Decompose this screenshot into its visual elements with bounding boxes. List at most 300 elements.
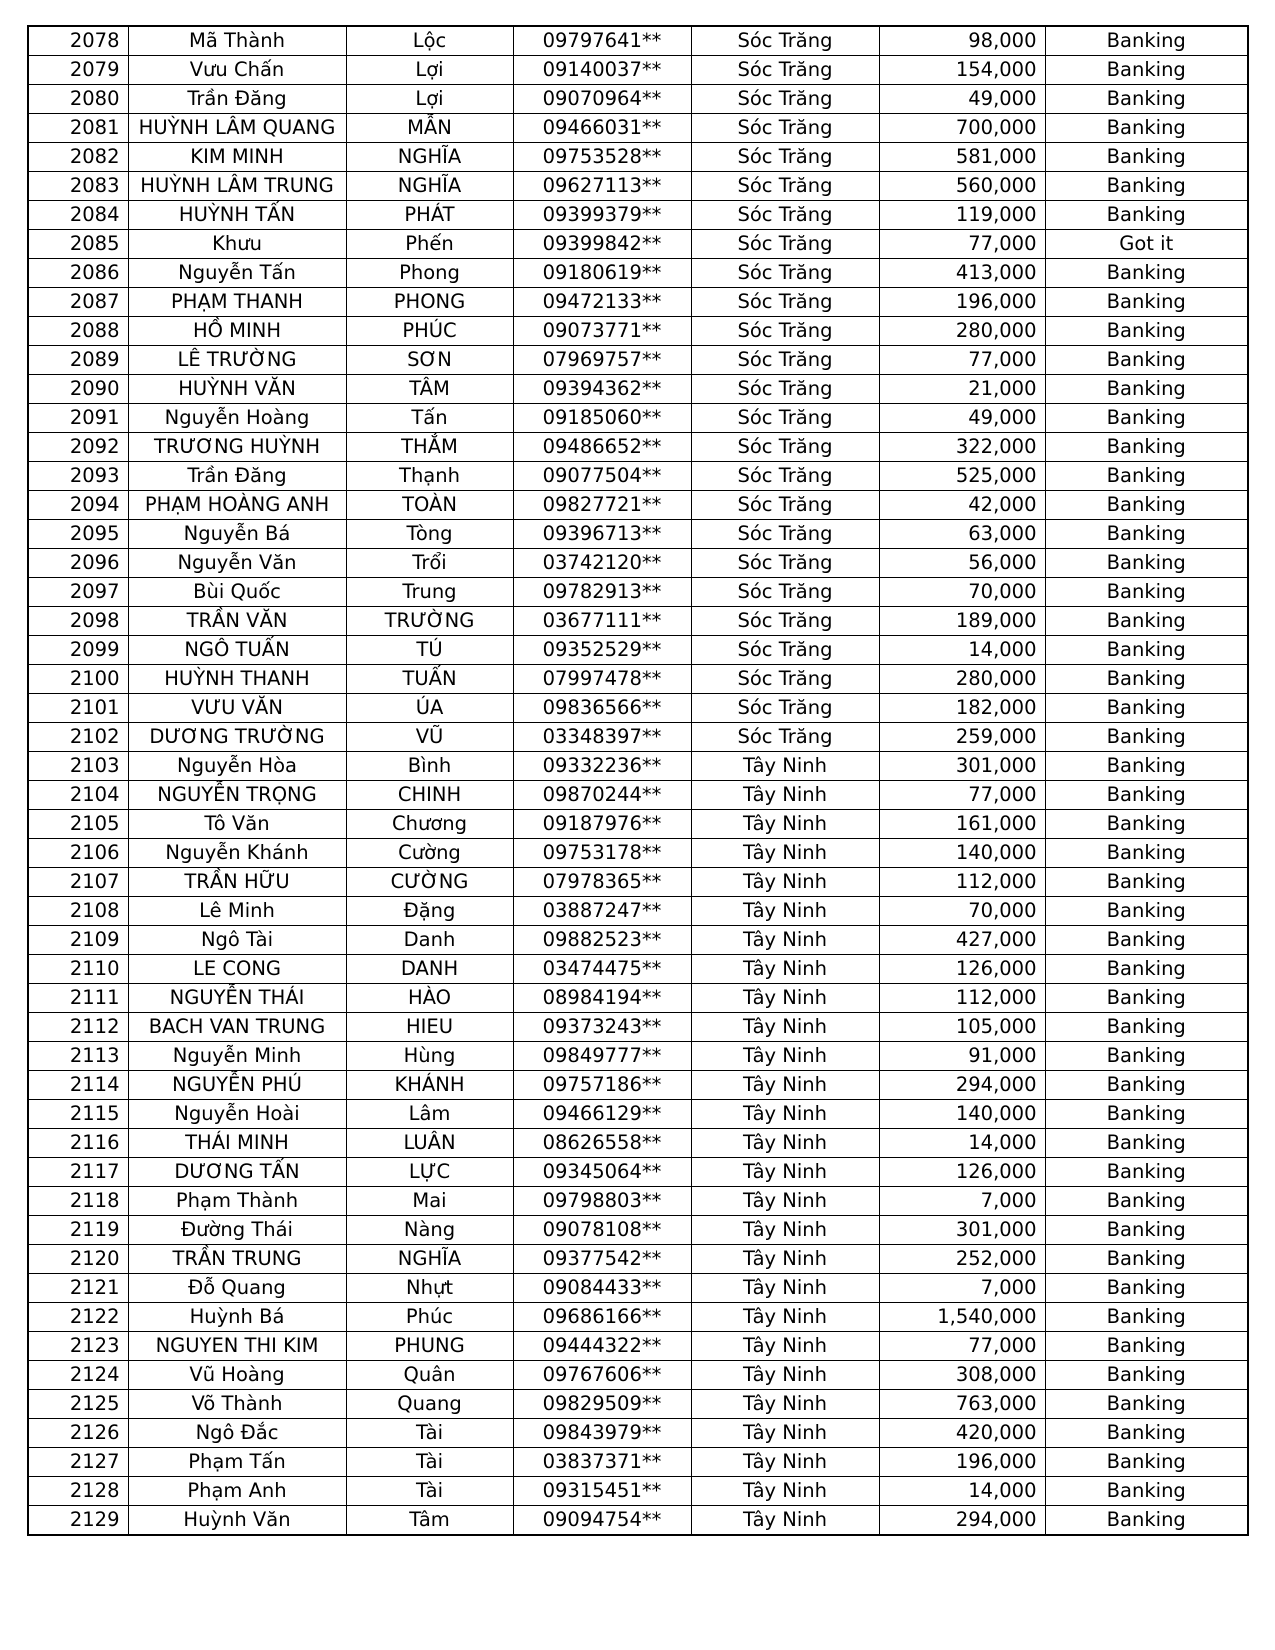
payment-status-cell: Banking (1045, 1129, 1248, 1158)
last-name-cell: Nguyễn Bá (128, 520, 346, 549)
payment-status-cell: Banking (1045, 1216, 1248, 1245)
row-number-cell: 2126 (28, 1419, 128, 1448)
amount-cell: 182,000 (879, 694, 1045, 723)
last-name-cell: Phạm Thành (128, 1187, 346, 1216)
province-cell: Tây Ninh (691, 955, 879, 984)
last-name-cell: Trần Đăng (128, 85, 346, 114)
table-row (28, 433, 1248, 462)
first-name-cell: Trung (346, 578, 513, 607)
table-row (28, 984, 1248, 1013)
phone-number-cell: 09377542** (513, 1245, 691, 1274)
first-name-cell: LỰC (346, 1158, 513, 1187)
row-number-cell: 2080 (28, 85, 128, 114)
first-name-cell: Lâm (346, 1100, 513, 1129)
row-number-cell: 2106 (28, 839, 128, 868)
row-number-cell: 2110 (28, 955, 128, 984)
row-number-cell: 2099 (28, 636, 128, 665)
province-cell: Tây Ninh (691, 897, 879, 926)
amount-cell: 308,000 (879, 1361, 1045, 1390)
province-cell: Sóc Trăng (691, 694, 879, 723)
phone-number-cell: 09352529** (513, 636, 691, 665)
payment-status-cell: Banking (1045, 1448, 1248, 1477)
province-cell: Tây Ninh (691, 868, 879, 897)
province-cell: Tây Ninh (691, 1448, 879, 1477)
last-name-cell: NGUYỄN TRỌNG (128, 781, 346, 810)
table-row (28, 1042, 1248, 1071)
table-row (28, 1013, 1248, 1042)
row-number-cell: 2098 (28, 607, 128, 636)
last-name-cell: Lê Minh (128, 897, 346, 926)
province-cell: Tây Ninh (691, 1216, 879, 1245)
phone-number-cell: 09486652** (513, 433, 691, 462)
phone-number-cell: 03348397** (513, 723, 691, 752)
amount-cell: 91,000 (879, 1042, 1045, 1071)
amount-cell: 14,000 (879, 636, 1045, 665)
phone-number-cell: 09315451** (513, 1477, 691, 1506)
last-name-cell: Vưu Chấn (128, 56, 346, 85)
table-row (28, 636, 1248, 665)
first-name-cell: TUẤN (346, 665, 513, 694)
province-cell: Tây Ninh (691, 1013, 879, 1042)
table-row (28, 317, 1248, 346)
last-name-cell: HUỲNH LÂM QUANG (128, 114, 346, 143)
payment-status-cell: Banking (1045, 636, 1248, 665)
table-row (28, 694, 1248, 723)
row-number-cell: 2129 (28, 1506, 128, 1536)
amount-cell: 581,000 (879, 143, 1045, 172)
table-row (28, 114, 1248, 143)
first-name-cell: Tâm (346, 1506, 513, 1536)
province-cell: Tây Ninh (691, 1332, 879, 1361)
payment-status-cell: Banking (1045, 694, 1248, 723)
payment-status-cell: Banking (1045, 1071, 1248, 1100)
last-name-cell: Huỳnh Bá (128, 1303, 346, 1332)
table-row (28, 1216, 1248, 1245)
phone-number-cell: 09472133** (513, 288, 691, 317)
amount-cell: 63,000 (879, 520, 1045, 549)
amount-cell: 196,000 (879, 288, 1045, 317)
table-row (28, 56, 1248, 85)
row-number-cell: 2104 (28, 781, 128, 810)
amount-cell: 140,000 (879, 839, 1045, 868)
payment-status-cell: Banking (1045, 1100, 1248, 1129)
last-name-cell: TRẦN HỮU (128, 868, 346, 897)
last-name-cell: Nguyễn Minh (128, 1042, 346, 1071)
province-cell: Tây Ninh (691, 1419, 879, 1448)
phone-number-cell: 09466031** (513, 114, 691, 143)
last-name-cell: Mã Thành (128, 26, 346, 56)
amount-cell: 14,000 (879, 1129, 1045, 1158)
amount-cell: 196,000 (879, 1448, 1045, 1477)
row-number-cell: 2093 (28, 462, 128, 491)
row-number-cell: 2125 (28, 1390, 128, 1419)
first-name-cell: Tấn (346, 404, 513, 433)
phone-number-cell: 09882523** (513, 926, 691, 955)
province-cell: Tây Ninh (691, 1245, 879, 1274)
phone-number-cell: 09070964** (513, 85, 691, 114)
last-name-cell: Nguyễn Khánh (128, 839, 346, 868)
amount-cell: 252,000 (879, 1245, 1045, 1274)
table-row (28, 868, 1248, 897)
first-name-cell: Thạnh (346, 462, 513, 491)
row-number-cell: 2095 (28, 520, 128, 549)
province-cell: Tây Ninh (691, 1477, 879, 1506)
amount-cell: 700,000 (879, 114, 1045, 143)
amount-cell: 49,000 (879, 85, 1045, 114)
table-row (28, 1506, 1248, 1536)
table-row (28, 85, 1248, 114)
payment-status-cell: Banking (1045, 897, 1248, 926)
table-row (28, 1303, 1248, 1332)
table-row (28, 143, 1248, 172)
table-row (28, 201, 1248, 230)
table-row (28, 230, 1248, 259)
amount-cell: 70,000 (879, 897, 1045, 926)
table-row (28, 1187, 1248, 1216)
payment-status-cell: Banking (1045, 781, 1248, 810)
row-number-cell: 2108 (28, 897, 128, 926)
payment-status-cell: Banking (1045, 1419, 1248, 1448)
row-number-cell: 2102 (28, 723, 128, 752)
province-cell: Sóc Trăng (691, 549, 879, 578)
table-row (28, 1448, 1248, 1477)
phone-number-cell: 09627113** (513, 172, 691, 201)
last-name-cell: Nguyễn Hòa (128, 752, 346, 781)
payment-status-cell: Banking (1045, 549, 1248, 578)
amount-cell: 49,000 (879, 404, 1045, 433)
phone-number-cell: 09373243** (513, 1013, 691, 1042)
amount-cell: 294,000 (879, 1506, 1045, 1536)
phone-number-cell: 09466129** (513, 1100, 691, 1129)
first-name-cell: DANH (346, 955, 513, 984)
first-name-cell: ÚA (346, 694, 513, 723)
first-name-cell: Lợi (346, 56, 513, 85)
province-cell: Tây Ninh (691, 1506, 879, 1536)
last-name-cell: PHẠM THANH (128, 288, 346, 317)
province-cell: Sóc Trăng (691, 607, 879, 636)
province-cell: Sóc Trăng (691, 288, 879, 317)
phone-number-cell: 09396713** (513, 520, 691, 549)
row-number-cell: 2112 (28, 1013, 128, 1042)
province-cell: Sóc Trăng (691, 346, 879, 375)
table-row (28, 346, 1248, 375)
province-cell: Sóc Trăng (691, 201, 879, 230)
amount-cell: 763,000 (879, 1390, 1045, 1419)
row-number-cell: 2124 (28, 1361, 128, 1390)
first-name-cell: TÂM (346, 375, 513, 404)
last-name-cell: Vũ Hoàng (128, 1361, 346, 1390)
province-cell: Tây Ninh (691, 1129, 879, 1158)
last-name-cell: Võ Thành (128, 1390, 346, 1419)
row-number-cell: 2116 (28, 1129, 128, 1158)
amount-cell: 280,000 (879, 317, 1045, 346)
winners-table (27, 25, 1249, 1536)
payment-status-cell: Banking (1045, 1303, 1248, 1332)
payment-status-cell: Banking (1045, 26, 1248, 56)
payment-status-cell: Banking (1045, 172, 1248, 201)
last-name-cell: NGÔ TUẤN (128, 636, 346, 665)
amount-cell: 56,000 (879, 549, 1045, 578)
province-cell: Tây Ninh (691, 1158, 879, 1187)
province-cell: Tây Ninh (691, 1042, 879, 1071)
table-row (28, 549, 1248, 578)
last-name-cell: TRẦN VĂN (128, 607, 346, 636)
payment-status-cell: Banking (1045, 1042, 1248, 1071)
payment-status-cell: Banking (1045, 868, 1248, 897)
payment-status-cell: Banking (1045, 839, 1248, 868)
payment-status-cell: Banking (1045, 317, 1248, 346)
province-cell: Tây Ninh (691, 752, 879, 781)
province-cell: Sóc Trăng (691, 317, 879, 346)
table-row (28, 839, 1248, 868)
phone-number-cell: 07978365** (513, 868, 691, 897)
first-name-cell: Tài (346, 1477, 513, 1506)
payment-status-cell: Banking (1045, 85, 1248, 114)
first-name-cell: Mai (346, 1187, 513, 1216)
table-row (28, 375, 1248, 404)
table-row (28, 491, 1248, 520)
payment-status-cell: Banking (1045, 1274, 1248, 1303)
phone-number-cell: 03742120** (513, 549, 691, 578)
last-name-cell: LE CONG (128, 955, 346, 984)
last-name-cell: Bùi Quốc (128, 578, 346, 607)
amount-cell: 105,000 (879, 1013, 1045, 1042)
first-name-cell: PHÚC (346, 317, 513, 346)
amount-cell: 294,000 (879, 1071, 1045, 1100)
first-name-cell: Đặng (346, 897, 513, 926)
row-number-cell: 2097 (28, 578, 128, 607)
row-number-cell: 2107 (28, 868, 128, 897)
last-name-cell: LÊ TRƯỜNG (128, 346, 346, 375)
phone-number-cell: 09797641** (513, 26, 691, 56)
first-name-cell: Tài (346, 1419, 513, 1448)
province-cell: Sóc Trăng (691, 143, 879, 172)
amount-cell: 14,000 (879, 1477, 1045, 1506)
province-cell: Tây Ninh (691, 1100, 879, 1129)
payment-status-cell: Banking (1045, 1332, 1248, 1361)
last-name-cell: Nguyễn Văn (128, 549, 346, 578)
table-row (28, 665, 1248, 694)
first-name-cell: PHÁT (346, 201, 513, 230)
province-cell: Tây Ninh (691, 1071, 879, 1100)
first-name-cell: TOÀN (346, 491, 513, 520)
row-number-cell: 2084 (28, 201, 128, 230)
amount-cell: 420,000 (879, 1419, 1045, 1448)
payment-status-cell: Banking (1045, 1361, 1248, 1390)
phone-number-cell: 09187976** (513, 810, 691, 839)
first-name-cell: LUÂN (346, 1129, 513, 1158)
row-number-cell: 2128 (28, 1477, 128, 1506)
phone-number-cell: 08984194** (513, 984, 691, 1013)
last-name-cell: BACH VAN TRUNG (128, 1013, 346, 1042)
province-cell: Sóc Trăng (691, 433, 879, 462)
amount-cell: 112,000 (879, 984, 1045, 1013)
payment-status-cell: Banking (1045, 1013, 1248, 1042)
row-number-cell: 2123 (28, 1332, 128, 1361)
amount-cell: 560,000 (879, 172, 1045, 201)
payment-status-cell: Banking (1045, 1245, 1248, 1274)
payment-status-cell: Banking (1045, 375, 1248, 404)
last-name-cell: Tô Văn (128, 810, 346, 839)
table-row (28, 955, 1248, 984)
table-row (28, 752, 1248, 781)
phone-number-cell: 09444322** (513, 1332, 691, 1361)
phone-number-cell: 09394362** (513, 375, 691, 404)
phone-number-cell: 09185060** (513, 404, 691, 433)
province-cell: Tây Ninh (691, 1390, 879, 1419)
phone-number-cell: 03474475** (513, 955, 691, 984)
table-row (28, 1390, 1248, 1419)
first-name-cell: Lộc (346, 26, 513, 56)
province-cell: Sóc Trăng (691, 375, 879, 404)
amount-cell: 1,540,000 (879, 1303, 1045, 1332)
amount-cell: 126,000 (879, 1158, 1045, 1187)
first-name-cell: Tòng (346, 520, 513, 549)
province-cell: Sóc Trăng (691, 491, 879, 520)
row-number-cell: 2115 (28, 1100, 128, 1129)
first-name-cell: PHONG (346, 288, 513, 317)
last-name-cell: Nguyễn Hoài (128, 1100, 346, 1129)
table-body (28, 26, 1248, 1535)
last-name-cell: DƯƠNG TẤN (128, 1158, 346, 1187)
last-name-cell: PHẠM HOÀNG ANH (128, 491, 346, 520)
row-number-cell: 2117 (28, 1158, 128, 1187)
payment-status-cell: Banking (1045, 984, 1248, 1013)
phone-number-cell: 09836566** (513, 694, 691, 723)
province-cell: Tây Ninh (691, 984, 879, 1013)
payment-status-cell: Banking (1045, 433, 1248, 462)
province-cell: Sóc Trăng (691, 723, 879, 752)
province-cell: Sóc Trăng (691, 259, 879, 288)
province-cell: Sóc Trăng (691, 230, 879, 259)
row-number-cell: 2114 (28, 1071, 128, 1100)
amount-cell: 280,000 (879, 665, 1045, 694)
phone-number-cell: 09084433** (513, 1274, 691, 1303)
payment-status-cell: Banking (1045, 259, 1248, 288)
amount-cell: 140,000 (879, 1100, 1045, 1129)
amount-cell: 161,000 (879, 810, 1045, 839)
row-number-cell: 2111 (28, 984, 128, 1013)
payment-status-cell: Banking (1045, 665, 1248, 694)
row-number-cell: 2081 (28, 114, 128, 143)
table-row (28, 1361, 1248, 1390)
phone-number-cell: 09399379** (513, 201, 691, 230)
table-row (28, 1129, 1248, 1158)
amount-cell: 70,000 (879, 578, 1045, 607)
payment-status-cell: Banking (1045, 346, 1248, 375)
first-name-cell: HÀO (346, 984, 513, 1013)
province-cell: Tây Ninh (691, 839, 879, 868)
payment-status-cell: Banking (1045, 1506, 1248, 1536)
table-row (28, 1419, 1248, 1448)
phone-number-cell: 09827721** (513, 491, 691, 520)
phone-number-cell: 09399842** (513, 230, 691, 259)
province-cell: Sóc Trăng (691, 56, 879, 85)
table-row (28, 1158, 1248, 1187)
amount-cell: 154,000 (879, 56, 1045, 85)
row-number-cell: 2119 (28, 1216, 128, 1245)
province-cell: Tây Ninh (691, 1274, 879, 1303)
payment-status-cell: Banking (1045, 752, 1248, 781)
phone-number-cell: 03677111** (513, 607, 691, 636)
last-name-cell: TRẦN TRUNG (128, 1245, 346, 1274)
row-number-cell: 2100 (28, 665, 128, 694)
province-cell: Sóc Trăng (691, 85, 879, 114)
first-name-cell: Danh (346, 926, 513, 955)
province-cell: Sóc Trăng (691, 26, 879, 56)
first-name-cell: Quang (346, 1390, 513, 1419)
first-name-cell: NGHĨA (346, 143, 513, 172)
payment-status-cell: Banking (1045, 114, 1248, 143)
payment-status-cell: Banking (1045, 1158, 1248, 1187)
table-row (28, 259, 1248, 288)
last-name-cell: Khưu (128, 230, 346, 259)
amount-cell: 301,000 (879, 1216, 1045, 1245)
row-number-cell: 2091 (28, 404, 128, 433)
last-name-cell: Nguyễn Hoàng (128, 404, 346, 433)
row-number-cell: 2120 (28, 1245, 128, 1274)
payment-status-cell: Banking (1045, 1187, 1248, 1216)
province-cell: Sóc Trăng (691, 114, 879, 143)
last-name-cell: Phạm Anh (128, 1477, 346, 1506)
amount-cell: 7,000 (879, 1274, 1045, 1303)
table-row (28, 520, 1248, 549)
amount-cell: 126,000 (879, 955, 1045, 984)
payment-status-cell: Banking (1045, 520, 1248, 549)
row-number-cell: 2089 (28, 346, 128, 375)
amount-cell: 259,000 (879, 723, 1045, 752)
row-number-cell: 2105 (28, 810, 128, 839)
amount-cell: 301,000 (879, 752, 1045, 781)
payment-status-cell: Banking (1045, 926, 1248, 955)
payment-status-cell: Banking (1045, 201, 1248, 230)
amount-cell: 112,000 (879, 868, 1045, 897)
last-name-cell: HUỲNH TẤN (128, 201, 346, 230)
province-cell: Sóc Trăng (691, 404, 879, 433)
last-name-cell: KIM MINH (128, 143, 346, 172)
first-name-cell: CƯỜNG (346, 868, 513, 897)
first-name-cell: Bình (346, 752, 513, 781)
table-row (28, 1071, 1248, 1100)
row-number-cell: 2122 (28, 1303, 128, 1332)
amount-cell: 77,000 (879, 781, 1045, 810)
province-cell: Tây Ninh (691, 926, 879, 955)
province-cell: Sóc Trăng (691, 462, 879, 491)
payment-status-cell: Banking (1045, 955, 1248, 984)
amount-cell: 119,000 (879, 201, 1045, 230)
payment-status-cell: Banking (1045, 143, 1248, 172)
table-row (28, 781, 1248, 810)
phone-number-cell: 09767606** (513, 1361, 691, 1390)
province-cell: Tây Ninh (691, 781, 879, 810)
table-row (28, 172, 1248, 201)
table-row (28, 288, 1248, 317)
province-cell: Tây Ninh (691, 1303, 879, 1332)
payment-status-cell: Banking (1045, 1477, 1248, 1506)
first-name-cell: PHUNG (346, 1332, 513, 1361)
first-name-cell: KHÁNH (346, 1071, 513, 1100)
phone-number-cell: 09078108** (513, 1216, 691, 1245)
row-number-cell: 2109 (28, 926, 128, 955)
payment-status-cell: Banking (1045, 462, 1248, 491)
table-row (28, 897, 1248, 926)
table-row (28, 1477, 1248, 1506)
last-name-cell: NGUYỄN PHÚ (128, 1071, 346, 1100)
province-cell: Tây Ninh (691, 1361, 879, 1390)
payment-status-cell: Banking (1045, 578, 1248, 607)
payment-status-cell: Banking (1045, 810, 1248, 839)
row-number-cell: 2079 (28, 56, 128, 85)
